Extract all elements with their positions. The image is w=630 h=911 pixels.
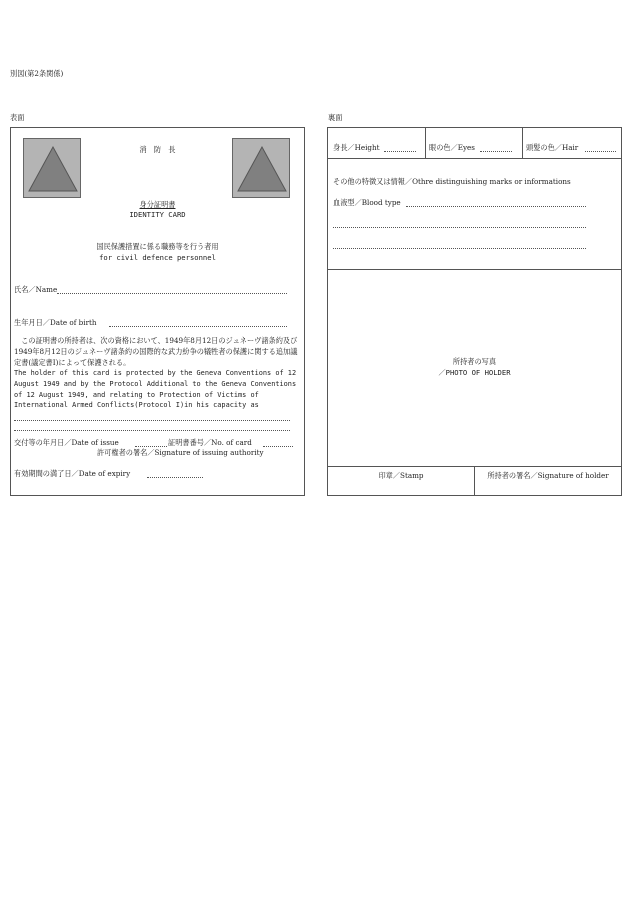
annex-label: 別図(第2条関係) xyxy=(10,69,64,78)
photo-label-en: ／PHOTO OF HOLDER xyxy=(438,368,511,377)
stamp-label: 印章／Stamp xyxy=(378,471,424,480)
dob-line xyxy=(109,326,287,327)
issue-date-label: 交付等の年月日／Date of issue xyxy=(14,438,119,447)
eyes-line xyxy=(480,151,512,152)
hair-label: 頭髪の色／Hair xyxy=(526,143,579,152)
front-heading: 表面 xyxy=(10,113,25,122)
info-line-2 xyxy=(333,248,586,249)
divider xyxy=(328,269,621,270)
expiry-label: 有効期間の満了日／Date of expiry xyxy=(14,469,131,478)
photo-label-ja: 所持者の写真 xyxy=(452,357,497,366)
height-label: 身長／Height xyxy=(333,143,380,152)
height-line xyxy=(384,151,416,152)
expiry-line xyxy=(147,477,203,478)
purpose-en: for civil defence personnel xyxy=(99,253,216,262)
card-title-en: IDENTITY CARD xyxy=(129,210,186,219)
hair-line xyxy=(585,151,616,152)
blood-type-line xyxy=(406,206,586,207)
purpose-ja: 国民保護措置に係る職務等を行う者用 xyxy=(96,242,219,251)
eyes-label: 眼の色／Eyes xyxy=(429,143,475,152)
back-card xyxy=(327,127,622,496)
card-no-label: 証明書番号／No. of card xyxy=(168,438,252,447)
blood-type-label: 血液型／Blood type xyxy=(333,198,401,207)
issuing-authority: 消 防 長 xyxy=(139,145,176,154)
divider xyxy=(425,128,426,158)
name-line xyxy=(57,293,287,294)
divider xyxy=(328,158,621,159)
info-line-1 xyxy=(333,227,586,228)
issuer-signature-label: 許可権者の署名／Signature of issuing authority xyxy=(97,448,264,457)
divider xyxy=(522,128,523,158)
capacity-line-1 xyxy=(14,420,290,421)
holder-signature-label: 所持者の署名／Signature of holder xyxy=(487,471,609,480)
name-label: 氏名／Name xyxy=(14,285,58,294)
card-title-ja: 身分証明書 xyxy=(139,200,176,209)
front-card xyxy=(10,127,305,496)
back-heading: 裏面 xyxy=(328,113,343,122)
statement-ja: この証明書の所持者は、次の資格において、1949年8月12日のジュネーヴ諸条約及び1949年8月12日のジュネーヴ諸条約の国際的な武力紛争の犠牲者の保護に関する追加議定書(議定書Ⅰ)によって保護される。 xyxy=(14,336,298,367)
card-no-line xyxy=(263,446,293,447)
issue-date-line xyxy=(135,446,167,447)
dob-label: 生年月日／Date of birth xyxy=(14,318,97,327)
capacity-line-2 xyxy=(14,430,290,431)
statement-en: The holder of this card is protected by the Geneva Conventions of 12 August 1949 and by the Protocol Additional to the Geneva Conventions of 12 August 1949, and relating to Protection of Victims of International Armed Conflicts(Protocol I)in his capacity as xyxy=(14,369,297,410)
other-marks-label: その他の特徴又は情報／Othre distinguishing marks or informations xyxy=(333,177,571,186)
